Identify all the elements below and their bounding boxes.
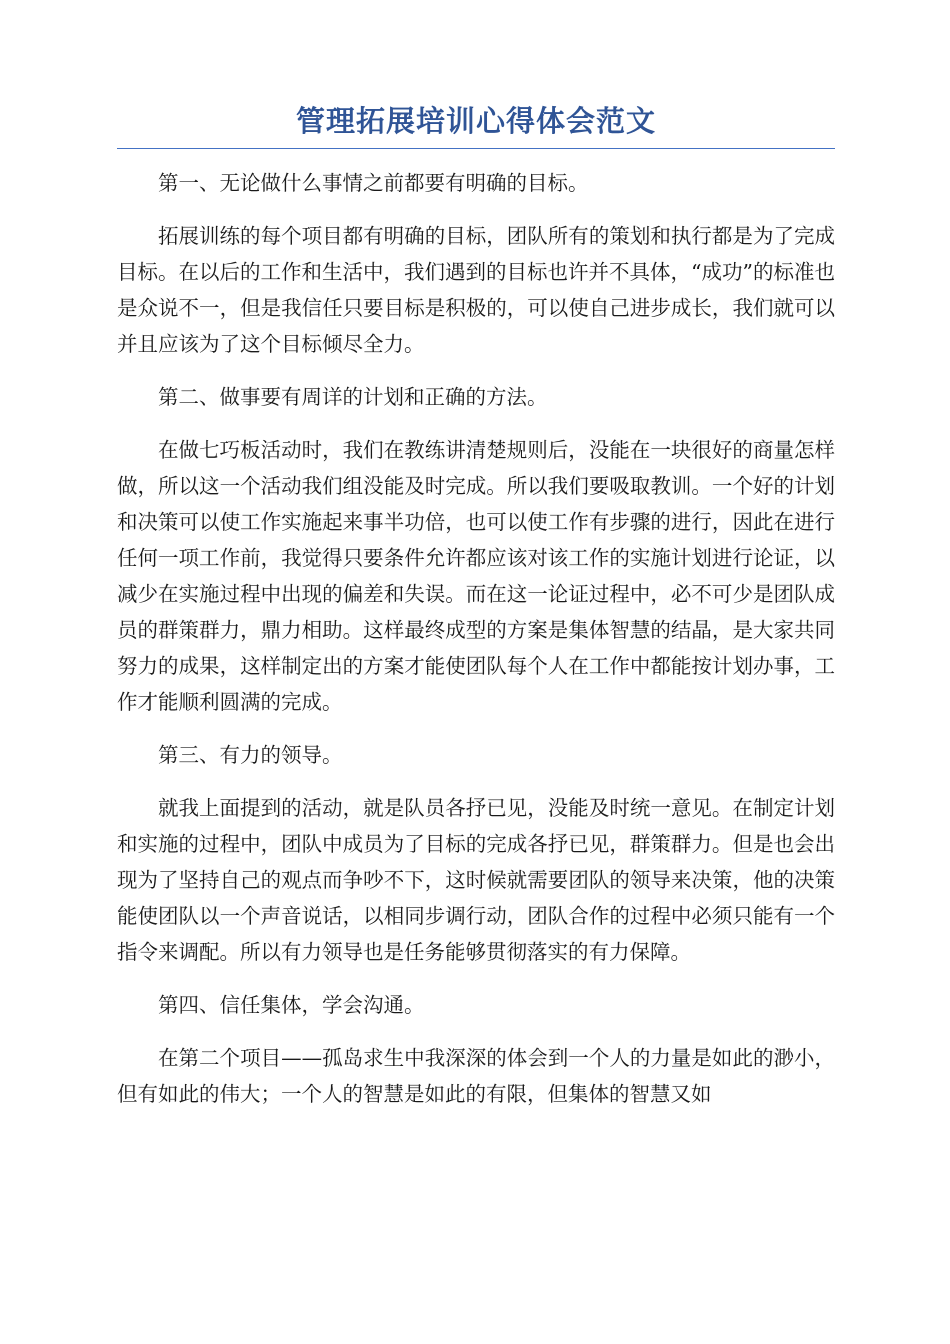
paragraph-6: 就我上面提到的活动，就是队员各抒已见，没能及时统一意见。在制定计划和实施的过程中，团队中成员为了目标的完成各抒已见，群策群力。但是也会出现为了坚持自己的观点而争吵不下，这时候就需要团队的领导来决策，他的决策能使团队以一个声音说话，以相同步调行动，团队合作的过程中必须只能有一个指令来调配。所以有力领导也是任务能够贯彻落实的有力保障。	[117, 795, 835, 964]
title-underline	[117, 148, 835, 149]
paragraph-2: 拓展训练的每个项目都有明确的目标，团队所有的策划和执行都是为了完成目标。在以后的工作和生活中，我们遇到的目标也许并不具体，“成功”的标准也是众说不一，但是我信任只要目标是积极的，可以使自己进步成长，我们就可以并且应该为了这个目标倾尽全力。	[117, 223, 835, 356]
paragraph-5: 第三、有力的领导。	[158, 742, 343, 767]
paragraph-3: 第二、做事要有周详的计划和正确的方法。	[158, 384, 548, 409]
paragraph-7: 第四、信任集体，学会沟通。	[158, 992, 425, 1017]
document-title: 管理拓展培训心得体会范文	[295, 104, 656, 138]
paragraph-4: 在做七巧板活动时，我们在教练讲清楚规则后，没能在一块很好的商量怎样做，所以这一个活动我们组没能及时完成。所以我们要吸取教训。一个好的计划和决策可以使工作实施起来事半功倍，也可以使工作有步骤的进行，因此在进行任何一项工作前，我觉得只要条件允许都应该对该工作的实施计划进行论证，以减少在实施过程中出现的偏差和失误。而在这一论证过程中，必不可少是团队成员的群策群力，鼎力相助。这样最终成型的方案是集体智慧的结晶，是大家共同努力的成果，这样制定出的方案才能使团队每个人在工作中都能按计划办事，工作才能顺利圆满的完成。	[117, 437, 835, 714]
document-page	[117, 100, 835, 1129]
paragraph-8: 在第二个项目——孤岛求生中我深深的体会到一个人的力量是如此的渺小，但有如此的伟大；一个人的智慧是如此的有限，但集体的智慧又如	[117, 1045, 835, 1106]
paragraph-1: 第一、无论做什么事情之前都要有明确的目标。	[158, 170, 589, 195]
